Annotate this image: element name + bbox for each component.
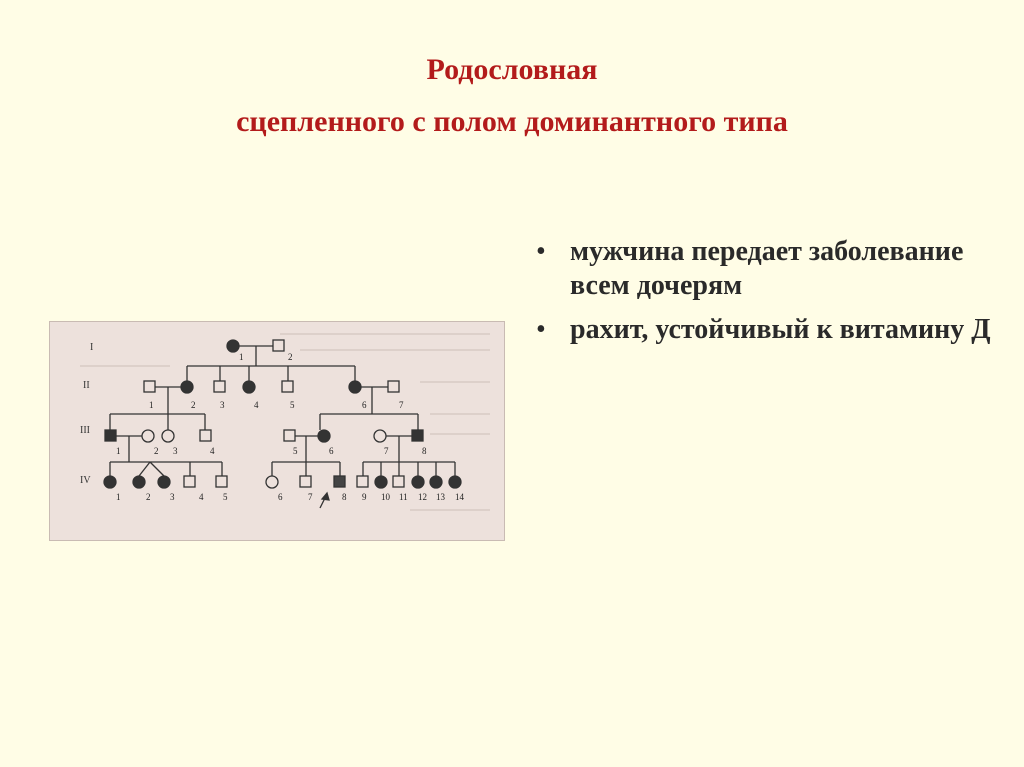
gen4-num: 3 [170, 492, 175, 502]
gen2-num: 6 [362, 400, 367, 410]
gen3-num: 4 [210, 446, 215, 456]
gen4-male-7 [300, 476, 311, 487]
gen2-num: 2 [191, 400, 196, 410]
gen4-num: 13 [436, 492, 445, 502]
gen2-male-7 [388, 381, 399, 392]
gen1-female-affected [227, 340, 239, 352]
gen4-num: 9 [362, 492, 367, 502]
gen3-male-4 [200, 430, 211, 441]
bullet-item [530, 235, 1000, 303]
gen4-male-9 [357, 476, 368, 487]
gen4-female-affected [430, 476, 442, 488]
pedigree-diagram [50, 322, 504, 540]
gen4-num: 4 [199, 492, 204, 502]
gen4-female-affected [133, 476, 145, 488]
gen4-male-11 [393, 476, 404, 487]
gen3-male-5 [284, 430, 295, 441]
gen2-num: 4 [254, 400, 259, 410]
gen2-num: 1 [149, 400, 154, 410]
gen2-num: 7 [399, 400, 404, 410]
gen4-num: 1 [116, 492, 121, 502]
pedigree-figure [49, 321, 505, 541]
gen3-male-affected [412, 430, 423, 441]
gen4-female-affected [158, 476, 170, 488]
gen1-num: 1 [239, 352, 244, 362]
gen3-num: 3 [173, 446, 178, 456]
gen3-female-affected [318, 430, 330, 442]
gen-label-3: III [80, 425, 90, 436]
slide-title [0, 44, 1024, 148]
title-line-2: сцепленного с полом доминантного типа [236, 105, 788, 138]
gen4-num: 14 [455, 492, 464, 502]
gen2-num: 3 [220, 400, 225, 410]
bullet-dot-icon: • [536, 314, 546, 345]
gen3-female-7 [374, 430, 386, 442]
gen4-num: 12 [418, 492, 427, 502]
gen4-num: 8 [342, 492, 347, 502]
gen2-num: 5 [290, 400, 295, 410]
gen4-male-affected [334, 476, 345, 487]
gen2-female-affected [349, 381, 361, 393]
gen4-male-5 [216, 476, 227, 487]
gen4-num: 6 [278, 492, 283, 502]
gen3-num: 5 [293, 446, 298, 456]
gen2-male-3 [214, 381, 225, 392]
gen4-female-affected [449, 476, 461, 488]
bullet-text-2: рахит, устойчивый к витамину Д [570, 314, 991, 345]
gen4-female-6 [266, 476, 278, 488]
gen2-male-1 [144, 381, 155, 392]
bullet-item [530, 313, 1000, 347]
gen-label-1: I [90, 342, 94, 353]
bullet-text-1: мужчина передает заболевание всем дочерям [570, 236, 964, 301]
gen1-num: 2 [288, 352, 293, 362]
gen4-num: 7 [308, 492, 313, 502]
gen3-num: 8 [422, 446, 427, 456]
gen2-male-5 [282, 381, 293, 392]
gen4-num: 11 [399, 492, 408, 502]
title-line-1: Родословная [426, 53, 598, 86]
bullet-dot-icon: • [536, 236, 546, 267]
gen3-male-affected [105, 430, 116, 441]
gen3-num: 2 [154, 446, 159, 456]
gen3-num: 6 [329, 446, 334, 456]
gen3-num: 1 [116, 446, 121, 456]
gen4-female-affected [375, 476, 387, 488]
gen4-num: 2 [146, 492, 151, 502]
gen3-female-3 [162, 430, 174, 442]
gen4-num: 5 [223, 492, 228, 502]
gen4-female-affected [412, 476, 424, 488]
gen4-male-4 [184, 476, 195, 487]
gen3-female-2 [142, 430, 154, 442]
gen4-num: 10 [381, 492, 390, 502]
gen2-female-affected [181, 381, 193, 393]
gen4-female-affected [104, 476, 116, 488]
bullet-list [530, 235, 1000, 357]
gen3-num: 7 [384, 446, 389, 456]
proband-arrow-icon [320, 493, 329, 508]
gen-label-4: IV [80, 475, 91, 486]
gen2-female-affected [243, 381, 255, 393]
gen1-male [273, 340, 284, 351]
gen-label-2: II [83, 380, 90, 391]
